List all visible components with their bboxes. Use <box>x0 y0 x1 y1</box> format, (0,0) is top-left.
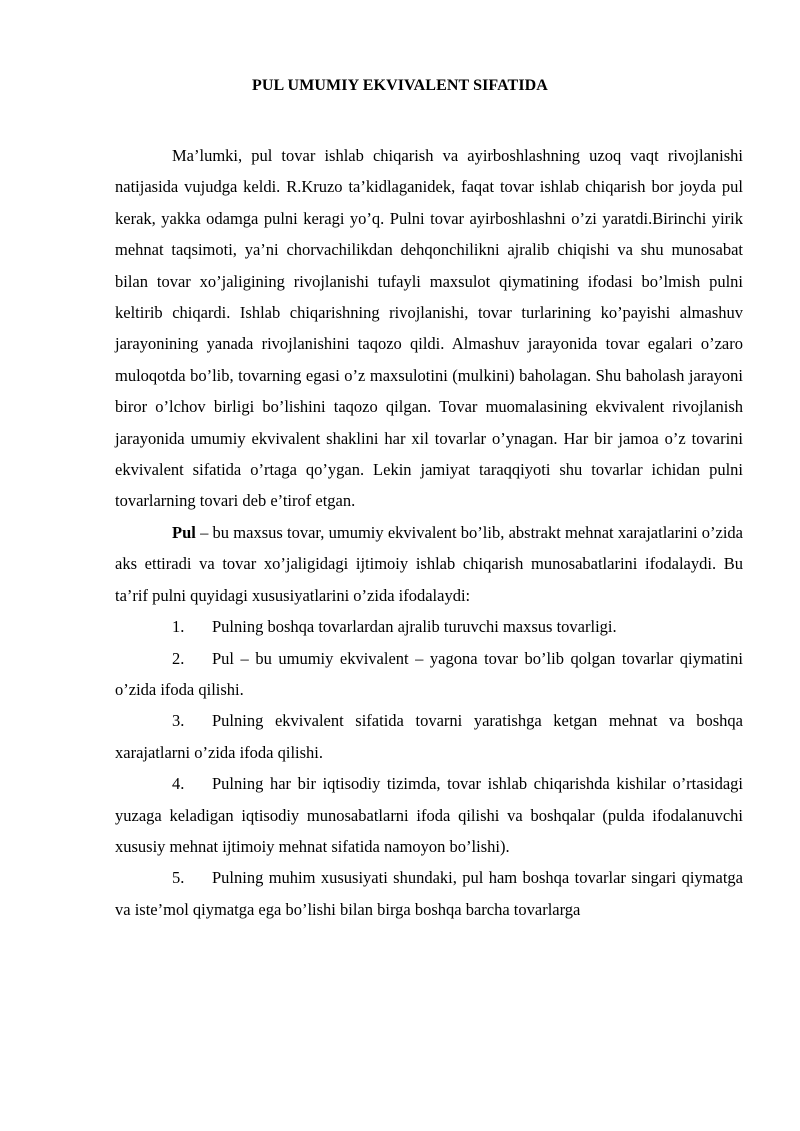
list-item-1 <box>115 611 743 642</box>
document-body <box>115 140 743 925</box>
list-number: 2. <box>172 648 185 668</box>
list-text: Pulning boshqa tovarlardan ajralib turuvchi maxsus tovarligi. <box>212 617 617 637</box>
document-title: PUL UMUMIY EKVIVALENT SIFATIDA <box>252 77 548 94</box>
list-number: 1. <box>172 617 185 637</box>
list-text: Pulning ekvivalent sifatida tovarni yaratishga ketgan mehnat va boshqa xarajatlarni o’zida ifoda qilishi. <box>115 711 743 762</box>
list-number: 5. <box>172 868 185 888</box>
paragraph-intro: Ma’lumki, pul tovar ishlab chiqarish va ayirboshlashning uzoq vaqt rivojlanishi natijasida vujudga keldi. R.Kruzo ta’kidlaganidek, faqat tovar ishlab chiqarish bor joyda pul kerak, yakka odamga pulni keragi yo’q. Pulni tovar ayirboshlashni o’zi yaratdi.Birinchi yirik mehnat taqsimoti, ya’ni chorvachilikdan dehqonchilikni ajralib chiqishi va shu munosabat bilan tovar xo’jaligining rivojlanishi tufayli maxsulot qiymatining ifodasi bo’lmish pulni keltirib chiqardi. Ishlab chiqarishning rivojlanishi, tovar turlarining ko’payishi almashuv jarayonining yanada rivojlanishini taqozo qildi. Almashuv jarayonida tovar egalari o’zaro muloqotda bo’lib, tovarning egasi o’z maxsulotini (mulkini) baholagan. Shu baholash jarayoni biror o’lchov birligi bo’lishini taqozo qilgan. Tovar muomalasining ekvivalent rivojlanish jarayonida umumiy ekvivalent shaklini har xil tovarlar o’ynagan. Har bir jamoa o’z tovarini ekvivalent sifatida o’rtaga qo’ygan. Lekin jamiyat taraqqiyoti shu tovarlar ichidan pulni tovarlarning tovari deb e’tirof etgan. <box>115 146 743 511</box>
list-text: Pulning muhim xususiyati shundaki, pul ham boshqa tovarlar singari qiymatga va iste’mol qiymatga ega bo’lishi bilan birga boshqa barcha tovarlarga <box>115 868 743 919</box>
term-pul: Pul <box>172 522 196 542</box>
list-item-5 <box>115 862 743 925</box>
definition-text: – bu maxsus tovar, umumiy ekvivalent bo’lib, abstrakt mehnat xarajatlarini o’zida aks ettiradi va tovar xo’jaligidagi ijtimoiy ishlab chiqarish munosabatlarini ifodalaydi. Bu ta’rif pulni quyidagi xususiyatlarini o’zida ifodalaydi: <box>115 522 743 605</box>
list-number: 4. <box>172 774 185 794</box>
list-item-3 <box>115 705 743 768</box>
paragraph-definition <box>115 517 743 611</box>
list-text: Pulning har bir iqtisodiy tizimda, tovar ishlab chiqarishda kishilar o’rtasidagi yuzaga keladigan iqtisodiy munosabatlarni ifoda qilishi va boshqalar (pulda ifodalanuvchi xususiy mehnat ijtimoiy mehnat sifatida namoyon bo’lishi). <box>115 774 743 856</box>
list-text: Pul – bu umumiy ekvivalent – yagona tovar bo’lib qolgan tovarlar qiymatini o’zida ifoda qilishi. <box>115 648 743 699</box>
list-number: 3. <box>172 711 185 731</box>
list-item-2 <box>115 643 743 706</box>
list-item-4 <box>115 768 743 862</box>
